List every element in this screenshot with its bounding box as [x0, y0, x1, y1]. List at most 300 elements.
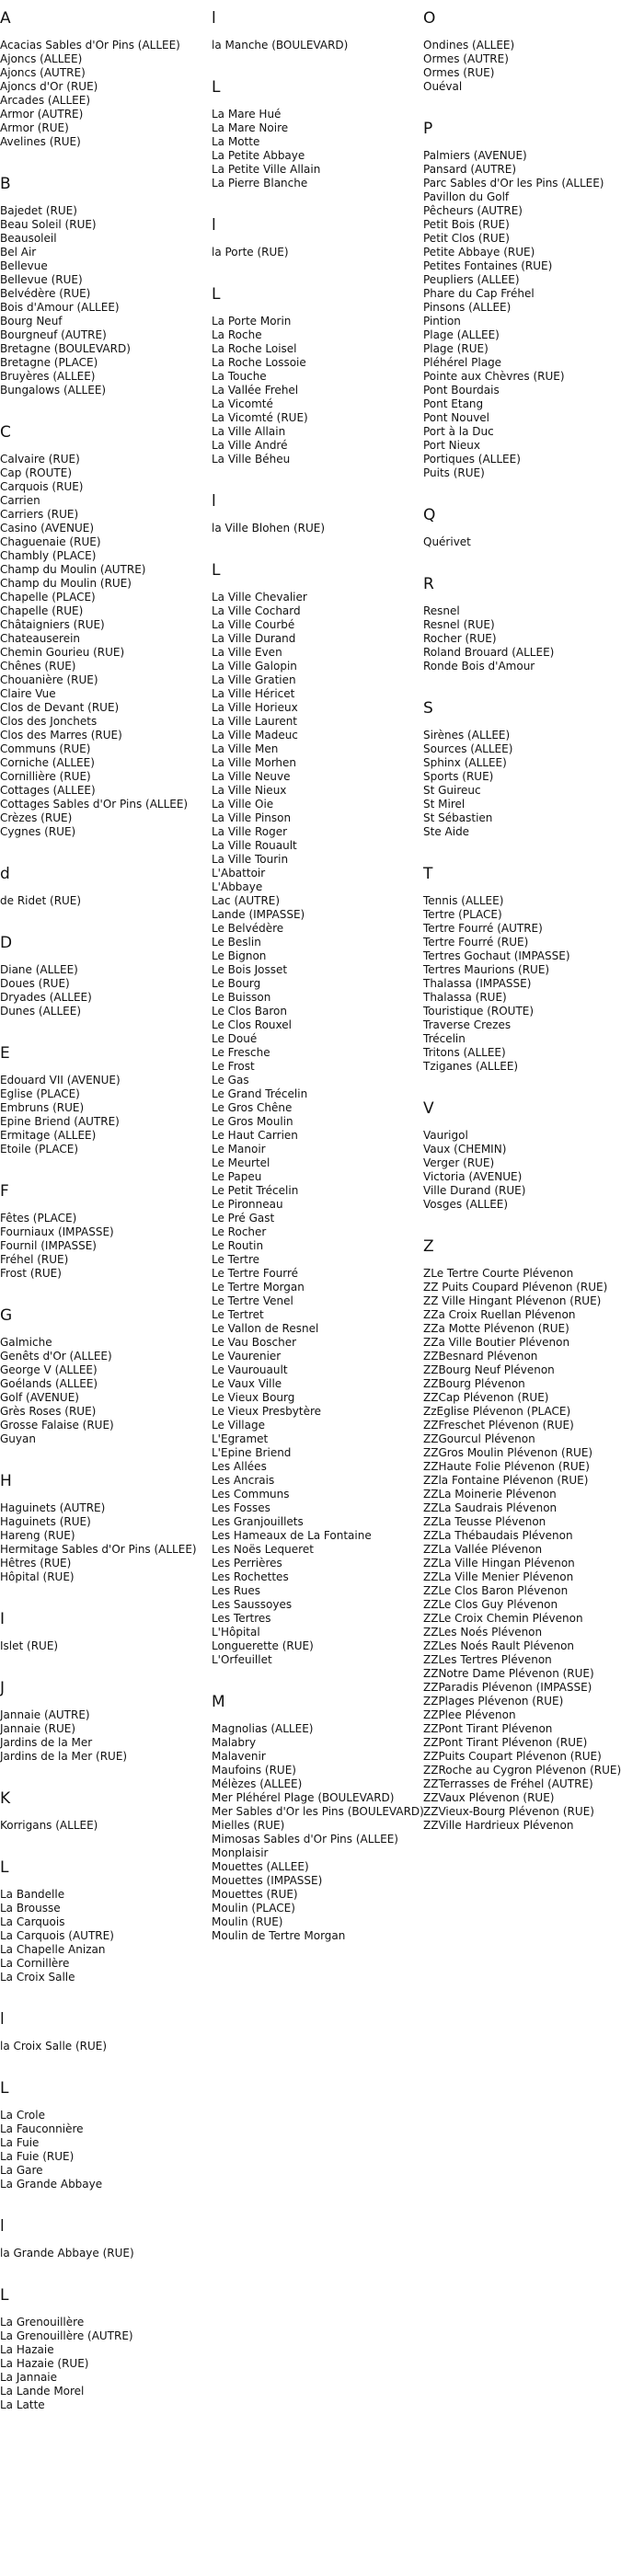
street-name: Le Gros Moulin [212, 1115, 293, 1128]
street-name: Victoria (AVENUE) [423, 1170, 523, 1183]
letter-section [0, 2079, 202, 2204]
street-name: ZZRoche au Cygron Plévenon (RUE) [423, 1764, 621, 1777]
street-name: Fréhel (RUE) [0, 1253, 69, 1266]
street-name: Pavillon du Golf [423, 190, 510, 203]
street-name: ZzEglise Plévenon (PLACE) [423, 1405, 571, 1418]
letter-section [212, 9, 414, 65]
street-name: Quérivet [423, 535, 471, 548]
section-spacer [212, 1943, 414, 1956]
street-list [0, 1212, 202, 1281]
street-name: Port Nieux [423, 439, 481, 452]
street-name: L'Hôpital [212, 1626, 260, 1639]
street-name: La Vicomté (RUE) [212, 411, 308, 424]
section-letter-heading: V [423, 1099, 434, 1118]
street-name: ZZLes Noés Plévenon [423, 1626, 543, 1639]
street-name: Beausoleil [0, 232, 57, 245]
section-spacer [0, 1156, 202, 1169]
street-name: ZZPlages Plévenon (RUE) [423, 1695, 564, 1708]
street-name: La Vallée Frehel [212, 384, 299, 397]
street-name: Chateauserein [0, 632, 81, 645]
street-name: Tertres Gochaut (IMPASSE) [423, 949, 570, 962]
street-name: La Grande Abbaye [0, 2178, 103, 2191]
street-name: L'Abattoir [212, 867, 266, 880]
street-name: Le Clos Rouxel [212, 1018, 292, 1031]
street-name: Bretagne (PLACE) [0, 356, 98, 369]
street-name: Mimosas Sables d'Or Pins (ALLEE) [212, 1833, 398, 1846]
street-name: Communs (RUE) [0, 742, 91, 755]
section-letter-heading: L [0, 2286, 9, 2305]
street-name: Guyan [0, 1432, 36, 1445]
street-name: Clos des Jonchets [0, 715, 98, 728]
street-name: Belvédère (RUE) [0, 287, 91, 300]
street-name: La Carquois [0, 1915, 65, 1928]
street-list [212, 315, 414, 466]
street-name: Ormes (RUE) [423, 66, 495, 79]
street-name: La Touche [212, 370, 267, 383]
street-list [423, 535, 621, 549]
street-name: Crèzes (RUE) [0, 811, 73, 824]
street-name: Pont Etang [423, 397, 484, 410]
street-name: ZZa Motte Plévenon (RUE) [423, 1322, 569, 1335]
street-name: Portiques (ALLEE) [423, 453, 521, 466]
street-name: La Ville Oie [212, 798, 274, 811]
street-list [0, 453, 202, 839]
street-name: Edouard VII (AVENUE) [0, 1074, 121, 1087]
street-name: la Grande Abbaye (RUE) [0, 2247, 134, 2260]
section-letter-heading: S [423, 699, 433, 718]
street-name: ZZPont Tirant Plévenon (RUE) [423, 1736, 588, 1749]
street-name: Ajoncs (AUTRE) [0, 66, 86, 79]
street-name: Traverse Crezes [423, 1018, 512, 1031]
street-name: St Sébastien [423, 811, 493, 824]
street-name: Resnel (RUE) [423, 618, 495, 631]
street-name: La Mare Hué [212, 108, 282, 121]
letter-section [0, 9, 202, 162]
street-name: Le Beslin [212, 936, 261, 949]
street-name: La Ville Men [212, 742, 279, 755]
street-name: ZZBesnard Plévenon [423, 1350, 538, 1363]
street-name: La Jannaie [0, 2371, 58, 2384]
street-name: Dunes (ALLEE) [0, 1005, 82, 1018]
section-spacer [0, 1764, 202, 1777]
street-name: Claire Vue [0, 687, 56, 700]
street-name: Petit Clos (RUE) [423, 232, 510, 245]
section-spacer [0, 2191, 202, 2204]
street-name: La Brousse [0, 1902, 61, 1915]
letter-section [0, 1182, 202, 1294]
section-spacer [423, 94, 621, 107]
letter-section [0, 1306, 202, 1459]
section-letter-heading: L [0, 2079, 9, 2098]
letter-section [0, 1858, 202, 1997]
street-name: La Carquois (AUTRE) [0, 1929, 114, 1942]
street-name: Roland Brouard (ALLEE) [423, 646, 555, 659]
street-list [0, 1708, 202, 1764]
street-name: Mer Pléhérel Plage (BOULEVARD) [212, 1791, 395, 1804]
street-name: ZZLa Thébaudais Plévenon [423, 1529, 573, 1542]
section-spacer [0, 2053, 202, 2066]
index-column-3 [423, 0, 621, 1846]
street-name: Pointe aux Chèvres (RUE) [423, 370, 565, 383]
section-spacer [212, 190, 414, 203]
street-name: Haguinets (RUE) [0, 1515, 91, 1528]
street-name: La Ville Courbé [212, 618, 295, 631]
street-name: Mielles (RUE) [212, 1819, 285, 1832]
street-name: La Ville Tourin [212, 853, 289, 866]
street-name: George V (ALLEE) [0, 1363, 98, 1376]
street-name: Tertres Maurions (RUE) [423, 963, 550, 976]
section-spacer [0, 1653, 202, 1666]
street-name: Le Vieux Bourg [212, 1391, 295, 1404]
street-name: ZZGourcul Plévenon [423, 1432, 535, 1445]
street-name: Pansard (AUTRE) [423, 163, 517, 176]
street-name: ZZLa Vallée Plévenon [423, 1543, 543, 1556]
street-name: Bungalows (ALLEE) [0, 384, 107, 397]
street-name: Diane (ALLEE) [0, 963, 78, 976]
street-name: ZZLa Ville Menier Plévenon [423, 1570, 574, 1583]
street-name: Petites Fontaines (RUE) [423, 259, 553, 272]
street-name: Jannaie (RUE) [0, 1722, 76, 1735]
street-name: Le Bois Josset [212, 963, 288, 976]
section-letter-heading: P [423, 120, 433, 138]
letter-section [0, 423, 202, 852]
street-name: ZZVaux Plévenon (RUE) [423, 1791, 555, 1804]
street-name: Sports (RUE) [423, 770, 494, 783]
street-name: Lac (AUTRE) [212, 894, 281, 907]
section-letter-heading: F [0, 1182, 9, 1201]
street-name: Islet (RUE) [0, 1639, 59, 1652]
street-list [212, 39, 414, 52]
letter-section [212, 1693, 424, 1956]
letter-section [423, 1099, 621, 1225]
street-name: Mélèzes (ALLEE) [212, 1777, 303, 1790]
section-letter-heading: O [423, 9, 436, 28]
section-spacer [0, 1446, 202, 1459]
street-name: Carrien [0, 494, 40, 507]
street-name: Grès Roses (RUE) [0, 1405, 97, 1418]
street-name: Plage (ALLEE) [423, 328, 500, 341]
street-name: ZZPuits Coupart Plévenon (RUE) [423, 1750, 602, 1763]
street-name: Corniche (ALLEE) [0, 756, 95, 769]
street-name: Les Communs [212, 1488, 290, 1501]
street-name: Ouéval [423, 80, 463, 93]
street-name: Fourniaux (IMPASSE) [0, 1225, 114, 1238]
street-name: ZZLes Tertres Plévenon [423, 1653, 552, 1666]
street-name: Pont Nouvel [423, 411, 490, 424]
street-name: Embruns (RUE) [0, 1101, 85, 1114]
street-list [212, 1722, 424, 1943]
letter-section [212, 492, 414, 548]
letter-section [212, 285, 414, 479]
street-list [423, 894, 621, 1074]
street-name: ZZFreschet Plévenon (RUE) [423, 1419, 574, 1432]
street-name: Le Vaurouault [212, 1363, 288, 1376]
street-name: Bourgneuf (AUTRE) [0, 328, 107, 341]
section-letter-heading: K [0, 1789, 11, 1808]
street-name: Clos de Devant (RUE) [0, 701, 120, 714]
street-name: ZZBourg Neuf Plévenon [423, 1363, 555, 1376]
section-letter-heading: Q [423, 506, 436, 524]
section-spacer [423, 549, 621, 562]
street-name: La Ville Horieux [212, 701, 298, 714]
section-letter-heading: H [0, 1472, 12, 1490]
street-name: La Ville Morhen [212, 756, 297, 769]
section-spacer [0, 839, 202, 852]
street-list [423, 39, 621, 94]
street-name: Ermitage (ALLEE) [0, 1129, 97, 1142]
street-name: ZZVille Hardrieux Plévenon [423, 1819, 574, 1832]
street-name: La Hazaie (RUE) [0, 2357, 89, 2370]
street-name: Verger (RUE) [423, 1156, 495, 1169]
street-list [0, 2316, 202, 2412]
street-name: Maufoins (RUE) [212, 1764, 296, 1777]
street-name: Ajoncs d'Or (RUE) [0, 80, 98, 93]
street-name: La Petite Ville Allain [212, 163, 321, 176]
street-name: Le Gros Chêne [212, 1101, 293, 1114]
street-name: Chouanière (RUE) [0, 673, 98, 686]
street-name: La Bandelle [0, 1888, 65, 1901]
section-letter-heading: I [0, 1610, 6, 1628]
street-name: Mer Sables d'Or les Pins (BOULEVARD) [212, 1805, 424, 1818]
street-name: La Fuie (RUE) [0, 2150, 75, 2163]
street-name: Cygnes (RUE) [0, 825, 76, 838]
street-name: Le Papeu [212, 1170, 262, 1183]
street-name: L'Orfeuillet [212, 1653, 272, 1666]
street-name: Le Frost [212, 1060, 255, 1073]
street-list [0, 2109, 202, 2191]
street-list [0, 1888, 202, 1984]
section-letter-heading: L [212, 561, 221, 580]
street-name: Le Meurtel [212, 1156, 270, 1169]
street-name: ZZLe Clos Baron Plévenon [423, 1584, 569, 1597]
street-name: Le Vaux Ville [212, 1377, 282, 1390]
street-name: Le Petit Trécelin [212, 1184, 299, 1197]
street-name: La Gare [0, 2164, 43, 2177]
street-list [212, 108, 414, 190]
street-name: ZLe Tertre Courte Plévenon [423, 1267, 574, 1280]
street-list [0, 2247, 202, 2260]
street-name: Pintion [423, 315, 461, 328]
street-name: Mouettes (ALLEE) [212, 1860, 309, 1873]
street-name: Carriers (RUE) [0, 508, 79, 521]
street-name: Tertre Fourré (AUTRE) [423, 922, 543, 935]
street-name: Jardins de la Mer (RUE) [0, 1750, 128, 1763]
street-name: Genêts d'Or (ALLEE) [0, 1350, 112, 1363]
section-letter-heading: Z [423, 1237, 434, 1256]
street-name: La Ville Pinson [212, 811, 292, 824]
letter-section [212, 561, 414, 1680]
street-name: ZZNotre Dame Plévenon (RUE) [423, 1667, 594, 1680]
section-spacer [0, 908, 202, 921]
street-name: Hôpital (RUE) [0, 1570, 75, 1583]
street-name: L'Abbaye [212, 880, 263, 893]
street-name: Clos des Marres (RUE) [0, 729, 122, 742]
street-list [0, 1074, 202, 1156]
street-name: Les Granjouillets [212, 1515, 304, 1528]
street-name: Bourg Neuf [0, 315, 63, 328]
street-name: La Fuie [0, 2136, 40, 2149]
street-name: Dryades (ALLEE) [0, 991, 92, 1004]
street-name: Touristique (ROUTE) [423, 1005, 535, 1018]
street-name: Petit Bois (RUE) [423, 218, 510, 231]
street-name: La Grenouillère [0, 2316, 85, 2329]
section-spacer [0, 2260, 202, 2273]
street-name: Pléhérel Plage [423, 356, 502, 369]
street-name: Les Ancrais [212, 1474, 275, 1487]
street-name: La Roche [212, 328, 262, 341]
street-name: Le Routin [212, 1239, 264, 1252]
street-list [423, 729, 621, 839]
section-letter-heading: E [0, 1044, 10, 1063]
street-name: Fêtes (PLACE) [0, 1212, 77, 1225]
street-name: Epine Briend (AUTRE) [0, 1115, 120, 1128]
street-name: Golf (AVENUE) [0, 1391, 79, 1404]
street-name: Le Fresche [212, 1046, 270, 1059]
street-name: Les Saussoyes [212, 1598, 293, 1611]
letter-section [423, 9, 621, 107]
street-name: La Roche Lossoie [212, 356, 306, 369]
street-list [0, 204, 202, 397]
street-name: ZZ Puits Coupard Plévenon (RUE) [423, 1281, 608, 1294]
street-name: Peupliers (ALLEE) [423, 273, 520, 286]
section-spacer [212, 1667, 414, 1680]
street-name: La Pierre Blanche [212, 177, 308, 190]
street-name: Bellevue (RUE) [0, 273, 83, 286]
letter-section [0, 1789, 202, 1846]
letter-section [423, 506, 621, 562]
street-list [212, 591, 414, 1667]
street-name: ZZla Fontaine Plévenon (RUE) [423, 1474, 589, 1487]
street-name: Tertre Fourré (RUE) [423, 936, 529, 949]
section-letter-heading: l [212, 492, 216, 511]
street-name: Parc Sables d'Or les Pins (ALLEE) [423, 177, 604, 190]
street-name: Le Tertret [212, 1308, 264, 1321]
street-name: La Fauconnière [0, 2122, 84, 2135]
section-letter-heading: C [0, 423, 11, 442]
street-name: de Ridet (RUE) [0, 894, 82, 907]
street-name: Port à la Duc [423, 425, 494, 438]
street-name: Ormes (AUTRE) [423, 52, 509, 65]
street-list [423, 1129, 621, 1212]
street-name: ZZa Croix Ruellan Plévenon [423, 1308, 576, 1321]
street-name: Frost (RUE) [0, 1267, 62, 1280]
street-name: L'Epine Briend [212, 1446, 292, 1459]
street-name: La Hazaie [0, 2343, 54, 2356]
street-name: Thalassa (RUE) [423, 991, 507, 1004]
street-name: La Ville Héricet [212, 687, 295, 700]
street-name: La Vicomté [212, 397, 273, 410]
street-name: Sphinx (ALLEE) [423, 756, 507, 769]
street-name: Casino (AVENUE) [0, 522, 95, 535]
street-name: Longuerette (RUE) [212, 1639, 314, 1652]
street-name: Le Belvédère [212, 922, 284, 935]
street-name: Bois d'Amour (ALLEE) [0, 301, 120, 314]
street-name: Thalassa (IMPASSE) [423, 977, 532, 990]
section-letter-heading: l [0, 2010, 5, 2029]
street-name: La Ville Neuve [212, 770, 291, 783]
section-letter-heading: G [0, 1306, 13, 1325]
street-name: Eglise (PLACE) [0, 1087, 80, 1100]
section-spacer [423, 839, 621, 852]
street-name: Les Rochettes [212, 1570, 289, 1583]
street-name: Les Noës Lequeret [212, 1543, 314, 1556]
street-name: la Porte (RUE) [212, 246, 289, 259]
street-name: Le Gas [212, 1074, 249, 1087]
street-name: La Croix Salle [0, 1971, 75, 1984]
street-name: Châtaigniers (RUE) [0, 618, 105, 631]
street-list [212, 522, 414, 535]
street-name: Les Fosses [212, 1501, 270, 1514]
street-name: La Petite Abbaye [212, 149, 305, 162]
street-name: Doues (RUE) [0, 977, 70, 990]
letter-section [0, 1472, 202, 1597]
street-list [423, 604, 621, 673]
street-list [423, 1267, 621, 1833]
street-name: Ste Aide [423, 825, 470, 838]
section-letter-heading: L [0, 1858, 9, 1877]
street-name: ZZVieux-Bourg Plévenon (RUE) [423, 1805, 594, 1818]
section-letter-heading: d [0, 865, 10, 883]
street-name: Les Tertres [212, 1612, 271, 1625]
street-name: ZZPlee Plévenon [423, 1708, 516, 1721]
street-name: Le Clos Baron [212, 1005, 287, 1018]
letter-section [0, 934, 202, 1031]
letter-section [0, 2217, 202, 2273]
street-name: Le Vaurenier [212, 1350, 282, 1363]
street-name: Palmiers (AVENUE) [423, 149, 527, 162]
street-name: Champ du Moulin (AUTRE) [0, 563, 146, 576]
street-name: La Ville Roger [212, 825, 288, 838]
street-name: Pêcheurs (AUTRE) [423, 204, 523, 217]
letter-section [0, 865, 202, 921]
street-list [0, 963, 202, 1018]
street-name: Resnel [423, 604, 460, 617]
street-list [0, 1501, 202, 1584]
street-list [0, 2040, 202, 2053]
street-name: Ronde Bois d'Amour [423, 660, 535, 673]
street-name: La Chapelle Anizan [0, 1943, 106, 1956]
section-letter-heading: M [212, 1693, 225, 1711]
section-letter-heading: T [423, 865, 433, 883]
section-spacer [212, 52, 414, 65]
street-name: Galmiche [0, 1336, 52, 1349]
street-name: Malavenir [212, 1750, 266, 1763]
street-name: Cottages (ALLEE) [0, 784, 96, 797]
street-name: Phare du Cap Fréhel [423, 287, 535, 300]
street-name: Ajoncs (ALLEE) [0, 52, 83, 65]
street-name: Monplaisir [212, 1846, 269, 1859]
section-spacer [212, 259, 414, 272]
street-list [212, 246, 414, 259]
section-spacer [0, 1584, 202, 1597]
section-letter-heading: L [212, 78, 221, 97]
section-spacer [423, 480, 621, 493]
street-name: Goélands (ALLEE) [0, 1377, 98, 1390]
street-name: Le Doué [212, 1032, 258, 1045]
section-letter-heading: l [0, 2217, 5, 2236]
section-spacer [0, 397, 202, 410]
letter-section [0, 175, 202, 410]
street-name: Le Village [212, 1419, 265, 1432]
street-name: La Ville André [212, 439, 288, 452]
index-column-1 [0, 0, 202, 2425]
street-name: La Ville Durand [212, 632, 296, 645]
street-list [0, 1819, 202, 1833]
street-name: Les Rues [212, 1584, 260, 1597]
street-name: ZZGros Moulin Plévenon (RUE) [423, 1446, 593, 1459]
section-spacer [0, 1281, 202, 1294]
street-list [423, 149, 621, 480]
